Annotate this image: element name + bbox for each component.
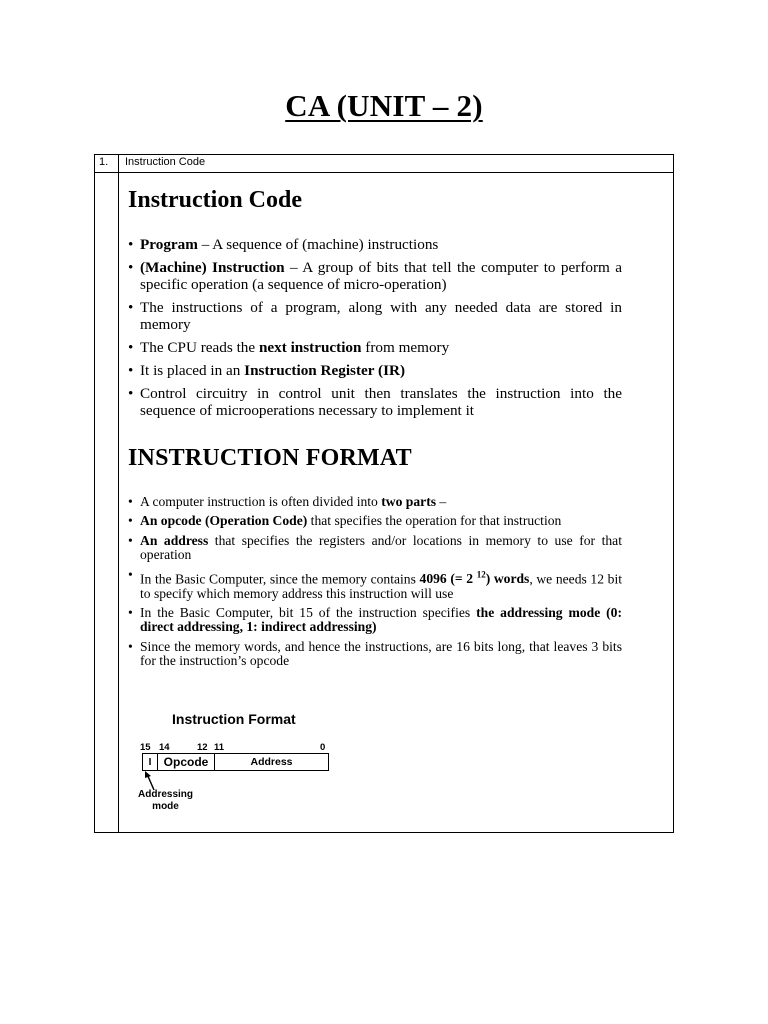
- bullet-text: The instructions of a program, along with any needed data are stored in memory: [140, 299, 622, 333]
- row-number: 1.: [99, 156, 109, 168]
- bullet-text: Control circuitry in control unit then translates the instruction into the sequence of microoperations necessary to implement it: [140, 385, 622, 419]
- diagram-title: Instruction Format: [172, 711, 296, 727]
- list-item: [128, 259, 622, 293]
- list-item: [128, 339, 622, 356]
- bullet-text: from memory: [361, 339, 450, 356]
- list-item: [128, 299, 622, 333]
- list-item: [128, 568, 622, 601]
- bullet-term: Program: [140, 236, 198, 253]
- bullet-text: It is placed in an: [140, 362, 245, 379]
- bullet-term: (Machine) Instruction: [140, 259, 285, 276]
- addressing-mode-label: [138, 789, 193, 813]
- bullet-text: In the Basic Computer, since the memory contains: [140, 571, 420, 587]
- row-label: Instruction Code: [125, 156, 206, 168]
- table-header-divider: [95, 172, 673, 173]
- instruction-code-list: [128, 236, 622, 425]
- instruction-format-diagram: [126, 704, 348, 816]
- bullet-text: that specifies the operation for that instruction: [307, 513, 562, 529]
- heading-instruction-format: INSTRUCTION FORMAT: [128, 445, 412, 471]
- indirect-bit-field: I: [142, 753, 158, 771]
- bit-label-0: 0: [320, 742, 326, 753]
- bullet-text: – A group of bits that tell the computer to perform a specific operation (a sequence of micro-operation): [140, 259, 622, 293]
- bullet-term: [420, 571, 530, 586]
- table-column-divider: [118, 155, 119, 832]
- list-item: [128, 640, 622, 669]
- address-field: Address: [214, 753, 329, 771]
- bullet-text: – A sequence of (machine) instructions: [197, 236, 439, 253]
- bullet-text: A computer instruction is often divided into: [140, 494, 382, 509]
- bit-label-12: 12: [197, 742, 208, 753]
- bullet-term: An address: [140, 532, 209, 548]
- bullet-term: Instruction Register (IR): [244, 362, 406, 379]
- bullet-text: Since the memory words, and hence the instructions, are 16 bits long, that leaves 3 bits for the instruction’s opcode: [140, 638, 622, 669]
- mode-label-line: Addressing: [138, 789, 194, 800]
- bullet-text: In the Basic Computer, bit 15 of the instruction specifies: [140, 604, 477, 620]
- bullet-text: , we needs 12 bit to specify which memory address this instruction will use: [140, 571, 622, 601]
- list-item: [128, 534, 622, 563]
- bullet-term: the addressing mode (0: direct addressing, 1: indirect addressing): [140, 604, 622, 635]
- bullet-term: next instruction: [258, 339, 362, 356]
- page-title: CA (UNIT – 2): [285, 88, 483, 123]
- instruction-format-list: [128, 495, 622, 674]
- bullet-term-part: ) words: [485, 571, 530, 587]
- bullet-term-part: 4096 (= 2: [419, 571, 477, 587]
- opcode-field: Opcode: [157, 753, 215, 771]
- list-item: [128, 495, 622, 509]
- list-item: [128, 606, 622, 635]
- bullet-text: that specifies the registers and/or locations in memory to use for that operation: [140, 532, 622, 563]
- list-item: [128, 236, 622, 253]
- bit-label-14: 14: [159, 742, 170, 753]
- list-item: [128, 385, 622, 419]
- bit-label-11: 11: [214, 742, 225, 753]
- mode-label-line: mode: [152, 801, 179, 812]
- bullet-term: An opcode (Operation Code): [140, 513, 308, 529]
- bullet-term: two parts: [381, 494, 437, 509]
- list-item: [128, 362, 622, 379]
- heading-instruction-code: Instruction Code: [128, 187, 303, 213]
- bullet-text: The CPU reads the: [140, 339, 259, 356]
- list-item: [128, 514, 622, 528]
- bullet-text: –: [436, 494, 447, 509]
- exponent: 12: [476, 569, 486, 580]
- bit-label-15: 15: [140, 742, 151, 753]
